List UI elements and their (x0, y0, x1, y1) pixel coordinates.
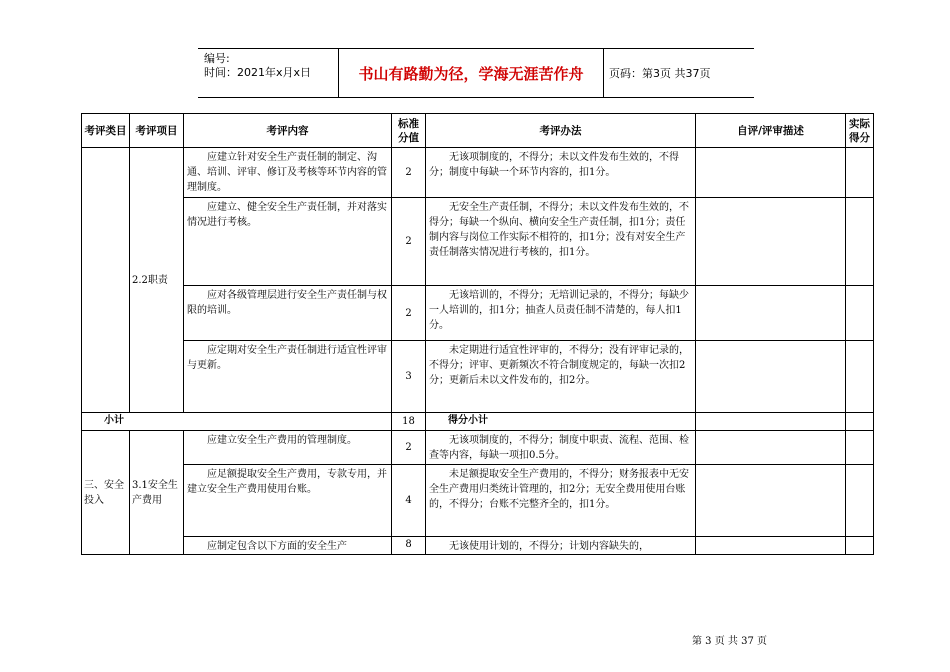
col-header-actual-score: 实际得分 (846, 114, 874, 148)
score-cell: 8 (392, 537, 426, 555)
content-cell: 应对各级管理层进行安全生产责任制与权限的培训。 (184, 286, 392, 341)
method-cell: 未定期进行适宜性评审的，不得分；没有评审记录的，不得分；评审、更新频次不符合制度规定的，每缺一次扣2分；更新后未以文件发布的，扣2分。 (426, 341, 696, 413)
page-footer: 第 3 页 共 37 页 (692, 636, 767, 647)
score-cell: 3 (392, 341, 426, 413)
category-cell (82, 148, 130, 413)
item-cell-3-1: 3.1安全生产费用 (130, 431, 184, 555)
content-cell: 应建立、健全安全生产责任制，并对落实情况进行考核。 (184, 198, 392, 286)
content-cell: 应建立针对安全生产责任制的制定、沟通、培训、评审、修订及考核等环节内容的管理制度。 (184, 148, 392, 198)
method-cell: 无该培训的，不得分；无培训记录的，不得分；每缺少一人培训的，扣1分；抽查人员责任制不清楚的，每人扣1分。 (426, 286, 696, 341)
score-cell: 4 (392, 465, 426, 537)
score-cell: 2 (392, 198, 426, 286)
table-row (82, 465, 874, 537)
actual-score-cell (846, 198, 874, 286)
description-cell (696, 465, 846, 537)
header-info-cell (198, 49, 339, 97)
category-cell-safety-investment: 三、安全投入 (82, 431, 130, 555)
actual-score-cell (846, 341, 874, 413)
content-cell: 应制定包含以下方面的安全生产 (184, 537, 392, 555)
actual-score-cell (846, 286, 874, 341)
content-cell: 应建立安全生产费用的管理制度。 (184, 431, 392, 465)
col-header-content: 考评内容 (184, 114, 392, 148)
description-cell (696, 341, 846, 413)
method-cell: 无该项制度的，不得分；未以文件发布生效的，不得分；制度中每缺一个环节内容的，扣1分。 (426, 148, 696, 198)
col-header-method: 考评办法 (426, 114, 696, 148)
description-cell (696, 431, 846, 465)
score-cell: 2 (392, 148, 426, 198)
method-cell: 无该项制度的，不得分；制度中职责、流程、范围、检查等内容，每缺一项扣0.5分。 (426, 431, 696, 465)
col-header-category: 考评类目 (82, 114, 130, 148)
assessment-table (81, 113, 874, 555)
subtotal-label: 小计 (82, 413, 392, 431)
description-cell (696, 286, 846, 341)
table-row (82, 537, 874, 555)
content-cell: 应定期对安全生产责任制进行适宜性评审与更新。 (184, 341, 392, 413)
method-cell: 无该使用计划的，不得分；计划内容缺失的， (426, 537, 696, 555)
col-header-item: 考评项目 (130, 114, 184, 148)
description-cell (696, 148, 846, 198)
col-header-description: 自评/评审描述 (696, 114, 846, 148)
description-cell (696, 537, 846, 555)
method-cell: 未足额提取安全生产费用的，不得分；财务报表中无安全生产费用归类统计管理的，扣2分；无安全费用使用台账的，不得分；台账不完整齐全的，扣1分。 (426, 465, 696, 537)
table-header-row (82, 114, 874, 148)
description-cell (696, 413, 846, 431)
table-row (82, 431, 874, 465)
subtotal-row (82, 413, 874, 431)
actual-score-cell (846, 537, 874, 555)
header-motto: 书山有路勤为径，学海无涯苦作舟 (339, 49, 604, 97)
description-cell (696, 198, 846, 286)
document-number-label: 编号: (204, 52, 230, 65)
item-cell-2-2: 2.2职责 (130, 148, 184, 413)
header-page-info: 页码：第3页 共37页 (609, 67, 711, 80)
method-cell: 无安全生产责任制，不得分；未以文件发布生效的，不得分；每缺一个纵向、横向安全生产责任制，扣1分；责任制内容与岗位工作实际不相符的，扣1分；没有对安全生产责任制落实情况进行考核的，扣1分。 (426, 198, 696, 286)
table-row (82, 286, 874, 341)
subtotal-score: 18 (392, 413, 426, 431)
score-cell: 2 (392, 286, 426, 341)
table-row (82, 198, 874, 286)
page-header (198, 48, 754, 98)
actual-score-cell (846, 465, 874, 537)
actual-score-cell (846, 413, 874, 431)
score-cell: 2 (392, 431, 426, 465)
actual-score-cell (846, 148, 874, 198)
table-row (82, 341, 874, 413)
table-row (82, 148, 874, 198)
document-time-label: 时间：2021年x月x日 (204, 66, 312, 79)
subtotal-method: 得分小计 (426, 413, 696, 431)
col-header-score: 标准分值 (392, 114, 426, 148)
actual-score-cell (846, 431, 874, 465)
content-cell: 应足额提取安全生产费用，专款专用，并建立安全生产费用使用台账。 (184, 465, 392, 537)
